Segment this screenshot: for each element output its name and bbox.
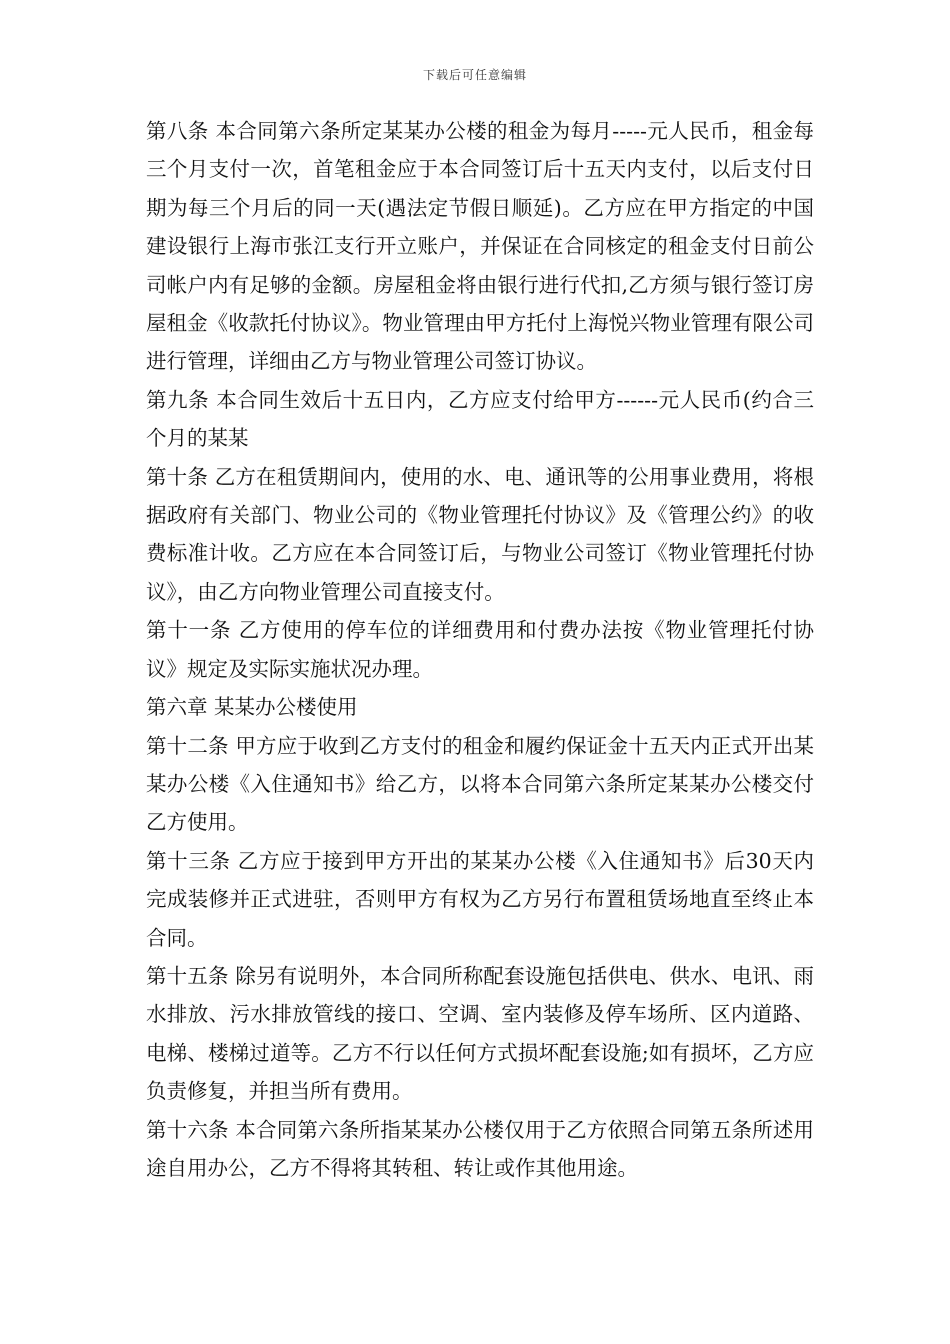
article-10-paragraph: 第十条 乙方在租赁期间内，使用的水、电、通讯等的公用事业费用，将根据政府有关部门、物业公司的《物业管理托付协议》及《管理公约》的收费标准计收。乙方应在本合同签订后，与物业公司签订《物业管理托付协议》，由乙方向物业管理公司直接支付。: [146, 464, 814, 604]
article-13-paragraph: 第十三条 乙方应于接到甲方开出的某某办公楼《入住通知书》后30天内完成装修并正式进驻，否则甲方有权为乙方另行布置租赁场地直至终止本合同。: [146, 848, 814, 950]
article-11-paragraph: 第十一条 乙方使用的停车位的详细费用和付费办法按《物业管理托付协议》规定及实际实施状况办理。: [146, 618, 814, 681]
page-header: 下载后可任意编辑: [422, 68, 527, 82]
article-12-paragraph: 第十二条 甲方应于收到乙方支付的租金和履约保证金十五天内正式开出某某办公楼《入住通知书》给乙方，以将本合同第六条所定某某办公楼交付乙方使用。: [146, 733, 814, 835]
article-8-paragraph: 第八条 本合同第六条所定某某办公楼的租金为每月-----元人民币，租金每三个月支付一次，首笔租金应于本合同签订后十五天内支付，以后支付日期为每三个月后的同一天(遇法定节假日顺延)。乙方应在甲方指定的中国建设银行上海市张江支行开立账户，并保证在合同核定的租金支付日前公司帐户内有足够的金额。房屋租金将由银行进行代扣,乙方须与银行签订房屋租金《收款托付协议》。物业管理由甲方托付上海悦兴物业管理有限公司进行管理，详细由乙方与物业管理公司签订协议。: [146, 119, 814, 374]
document-body: [146, 112, 814, 1187]
article-15-paragraph: 第十五条 除另有说明外，本合同所称配套设施包括供电、供水、电讯、雨水排放、污水排放管线的接口、空调、室内装修及停车场所、区内道路、电梯、楼梯过道等。乙方不行以任何方式损坏配套设施;如有损坏，乙方应负责修复，并担当所有费用。: [146, 963, 814, 1104]
article-16-paragraph: 第十六条 本合同第六条所指某某办公楼仅用于乙方依照合同第五条所述用途自用办公，乙方不得将其转租、转让或作其他用途。: [146, 1117, 814, 1180]
chapter-6-heading: 第六章 某某办公楼使用: [146, 695, 358, 720]
article-9-paragraph: 第九条 本合同生效后十五日内，乙方应支付给甲方------元人民币(约合三个月的某某: [146, 387, 814, 451]
